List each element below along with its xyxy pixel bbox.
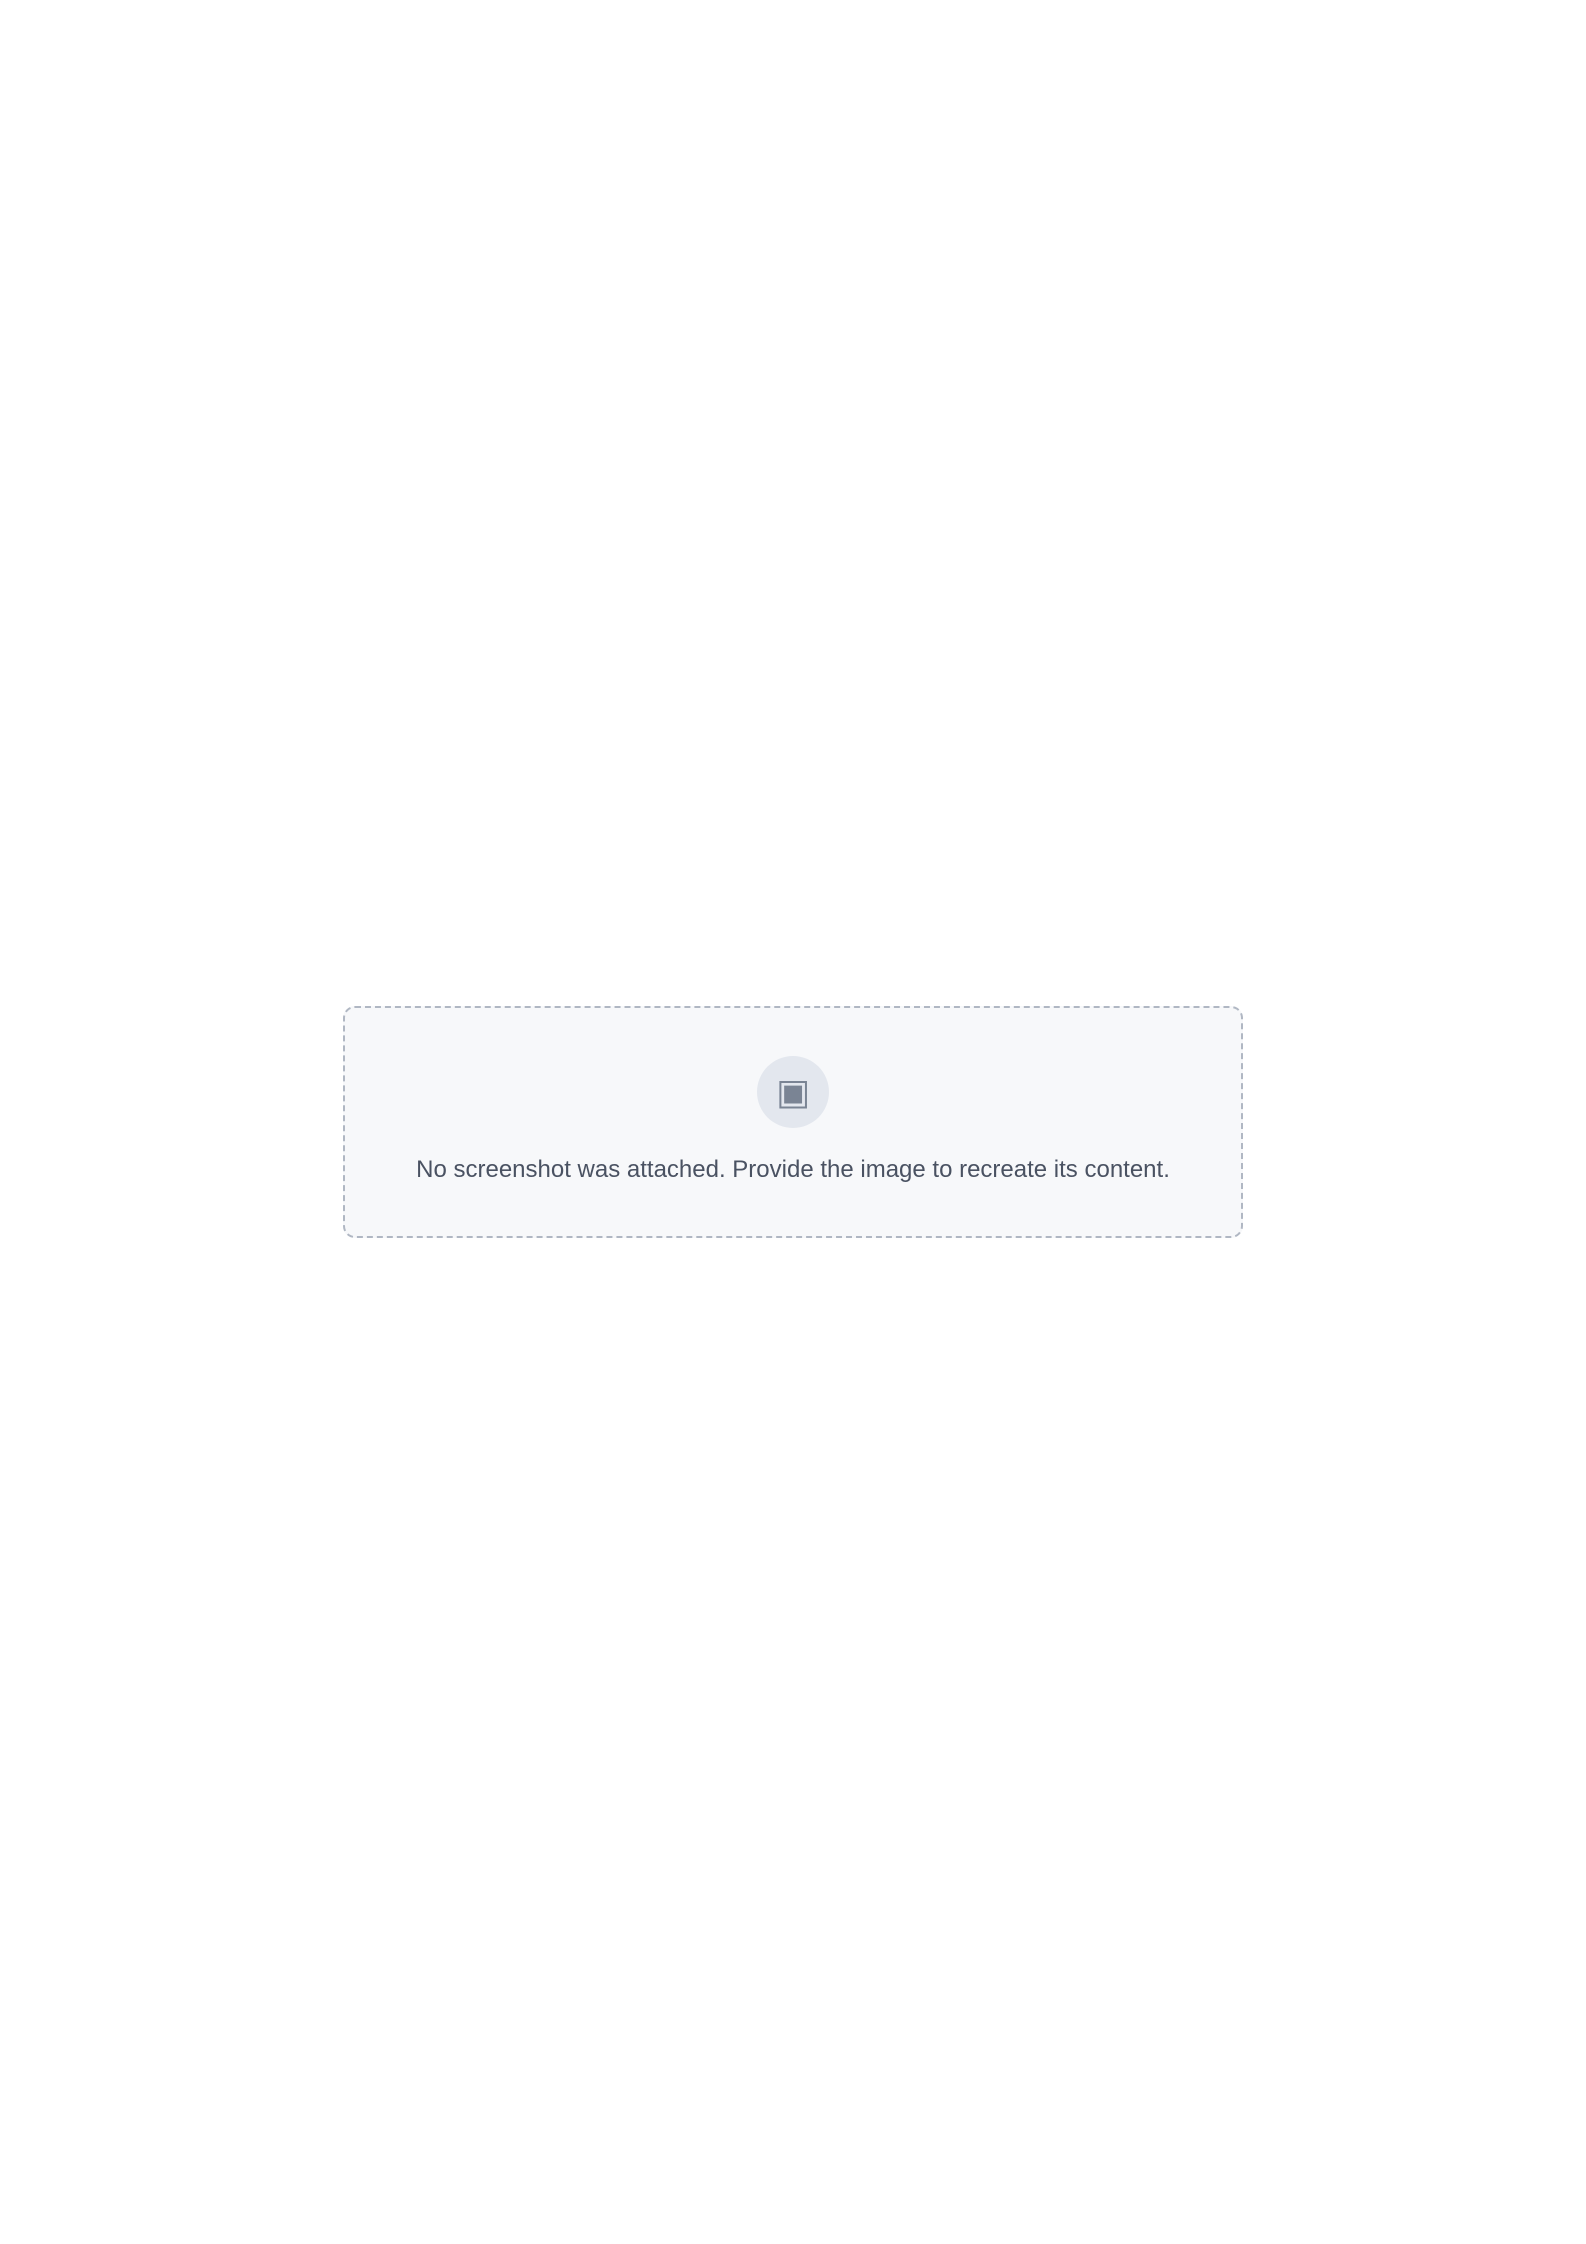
missing-image-placeholder <box>343 1006 1243 1238</box>
image-icon: ▣ <box>757 1056 829 1128</box>
missing-image-message: No screenshot was attached. Provide the image to recreate its content. <box>416 1156 1170 1183</box>
